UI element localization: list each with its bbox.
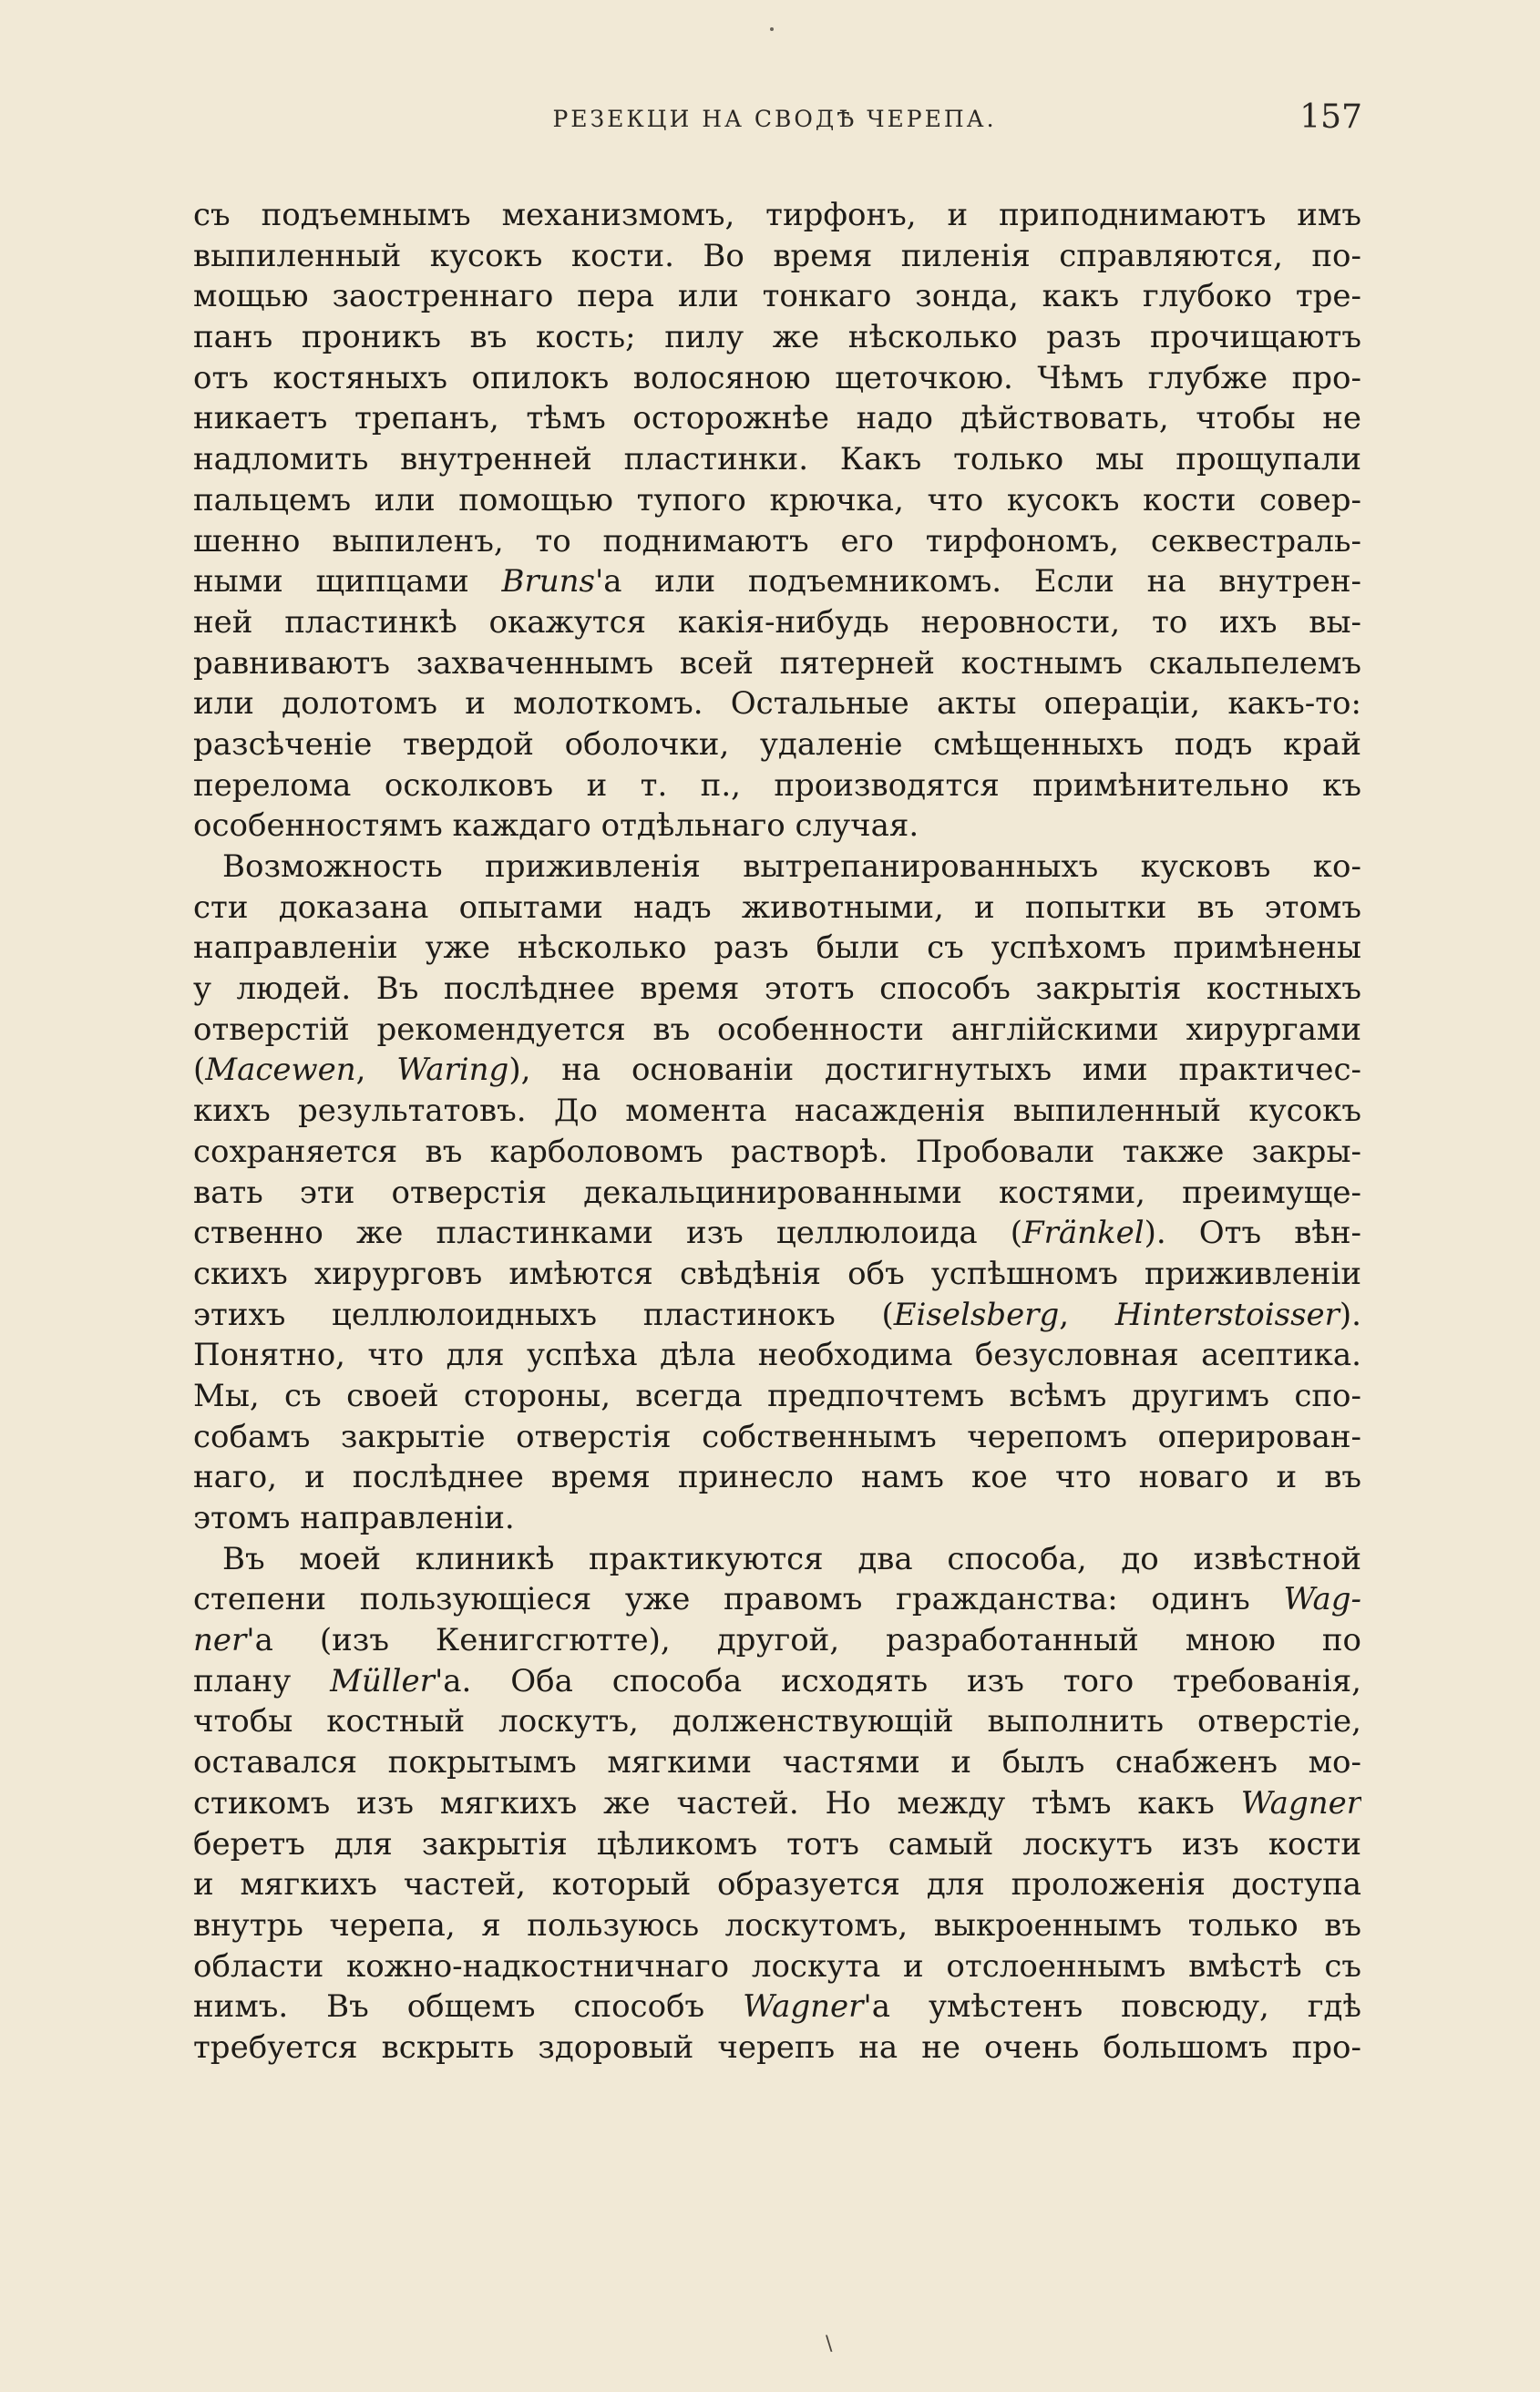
- text-line: у людей. Въ послѣднее время этотъ способъ закрытія костныхъ: [193, 970, 1361, 1008]
- text-line: вать эти отверстія декальцинированными костями, преимуще-: [193, 1174, 1361, 1211]
- text-line: (Macewen, Waring), на основаніи достигнутыхъ ими практичес-: [193, 1052, 1361, 1089]
- author-name: Wagner: [1240, 1784, 1361, 1822]
- text-line: шенно выпиленъ, то поднимаютъ его тирфономъ, секвестраль-: [193, 522, 1361, 560]
- text-line: ственно же пластинками изъ целлюлоида (Fränkel). Отъ вѣн-: [193, 1215, 1361, 1252]
- text-line: Мы, съ своей стороны, всегда предпочтемъ всѣмъ другимъ спо-: [193, 1377, 1361, 1414]
- text-line: панъ проникъ въ кость; пилу же нѣсколько разъ прочищаютъ: [193, 319, 1361, 356]
- text-line: наго, и послѣднее время принесло намъ кое что новаго и въ: [193, 1459, 1361, 1496]
- text-line: нимъ. Въ общемъ способъ Wagner'а умѣстенъ повсюду, гдѣ: [193, 1988, 1361, 2026]
- text-line: ней пластинкѣ окажутся какія-нибудь неровности, то ихъ вы-: [193, 603, 1361, 641]
- text-line: беретъ для закрытія цѣликомъ тотъ самый лоскутъ изъ кости: [193, 1825, 1361, 1863]
- text-line: выпиленный кусокъ кости. Во время пиленія справляются, по-: [193, 237, 1361, 274]
- text-line: этомъ направленіи.: [193, 1500, 515, 1536]
- text-line: собамъ закрытіе отверстія собственнымъ черепомъ оперирован-: [193, 1418, 1361, 1455]
- text-line: кихъ результатовъ. До момента насажденія выпиленный кусокъ: [193, 1093, 1361, 1130]
- author-name: Fränkel: [1022, 1215, 1145, 1252]
- author-name: Wagner: [743, 1988, 864, 2026]
- text-line: скихъ хирурговъ имѣются свѣдѣнія объ успѣшномъ приживленіи: [193, 1255, 1361, 1292]
- text-line: степени пользующіеся уже правомъ гражданства: одинъ Wag-: [193, 1581, 1361, 1618]
- text-line: пальцемъ или помощью тупого крючка, что кусокъ кости совер-: [193, 481, 1361, 518]
- text-line: сти доказана опытами надъ животными, и попытки въ этомъ: [193, 888, 1361, 926]
- text-line: направленіи уже нѣсколько разъ были съ успѣхомъ примѣнены: [193, 929, 1361, 967]
- text-line: области кожно-надкостничнаго лоскута и отслоеннымъ вмѣстѣ съ: [193, 1947, 1361, 1985]
- author-name: Eiselsberg: [893, 1296, 1060, 1333]
- text-line: Въ моей клиникѣ практикуются два способа, до извѣстной: [222, 1540, 1361, 1577]
- text-line: особенностямъ каждаго отдѣльнаго случая.: [193, 807, 919, 845]
- text-line: отъ костяныхъ опилокъ волосяною щеточкою. Чѣмъ глубже про-: [193, 359, 1361, 396]
- body-text: [193, 195, 1361, 2069]
- author-name: Macewen: [205, 1052, 356, 1089]
- author-name: Müller: [330, 1662, 435, 1699]
- text-line: надломить внутренней пластинки. Какъ только мы прощупали: [193, 441, 1361, 478]
- bottom-mark: \: [826, 2333, 833, 2356]
- text-line: плану Müller'а. Оба способа исходять изъ того требованія,: [193, 1662, 1361, 1699]
- header-title: РЕЗЕКЦИ НА СВОДѢ ЧЕРЕПА.: [552, 106, 997, 132]
- text-line: перелома осколковъ и т. п., производятся примѣнительно къ: [193, 766, 1361, 804]
- text-line: или долотомъ и молоткомъ. Остальные акты операціи, какъ-то:: [193, 685, 1361, 723]
- text-line: стикомъ изъ мягкихъ же частей. Но между тѣмъ какъ Wagner: [193, 1784, 1361, 1822]
- text-line: никаетъ трепанъ, тѣмъ осторожнѣе надо дѣйствовать, чтобы не: [193, 400, 1361, 437]
- text-line: сохраняется въ карболовомъ растворѣ. Пробовали также закры-: [193, 1133, 1361, 1170]
- author-name: Wag-: [1283, 1581, 1361, 1618]
- text-line: внутрь черепа, я пользуюсь лоскутомъ, выкроеннымъ только въ: [193, 1906, 1361, 1944]
- page-number: 157: [1299, 98, 1362, 136]
- author-name: Hinterstoisser: [1114, 1296, 1340, 1333]
- text-line: этихъ целлюлоидныхъ пластинокъ (Eiselsberg, Hinterstoisser).: [193, 1296, 1361, 1333]
- author-name: Waring: [396, 1052, 509, 1089]
- author-name: Bruns: [501, 563, 595, 601]
- text-line: съ подъемнымъ механизмомъ, тирфонъ, и приподнимаютъ имъ: [193, 197, 1361, 233]
- text-line: отверстій рекомендуется въ особенности англійскими хирургами: [193, 1011, 1361, 1048]
- text-line: чтобы костный лоскутъ, долженствующій выполнить отверстіе,: [193, 1703, 1361, 1740]
- page-dot-mark: [770, 27, 774, 31]
- text-line: разсѣченіе твердой оболочки, удаленіе смѣщенныхъ подъ край: [193, 725, 1361, 763]
- text-line: Возможность приживленія вытрепанированныхъ кусковъ ко-: [222, 848, 1361, 885]
- text-line: требуется вскрыть здоровый черепъ на не очень большомъ про-: [193, 2028, 1361, 2066]
- text-line: ными щипцами Bruns'а или подъемникомъ. Если на внутрен-: [193, 563, 1361, 601]
- text-line: и мягкихъ частей, который образуется для проложенія доступа: [193, 1866, 1361, 1904]
- text-line: Понятно, что для успѣха дѣла необходима безусловная асептика.: [193, 1337, 1361, 1374]
- author-name: ner: [193, 1622, 247, 1659]
- text-line: равниваютъ захваченнымъ всей пятерней костнымъ скальпелемъ: [193, 644, 1361, 682]
- text-line: мощью заостреннаго пера или тонкаго зонда, какъ глубоко тре-: [193, 278, 1361, 315]
- running-header: [187, 98, 1362, 144]
- text-line: ner'а (изъ Кенигсгютте), другой, разработанный мною по: [193, 1622, 1361, 1659]
- text-line: оставался покрытымъ мягкими частями и былъ снабженъ мо-: [193, 1744, 1361, 1781]
